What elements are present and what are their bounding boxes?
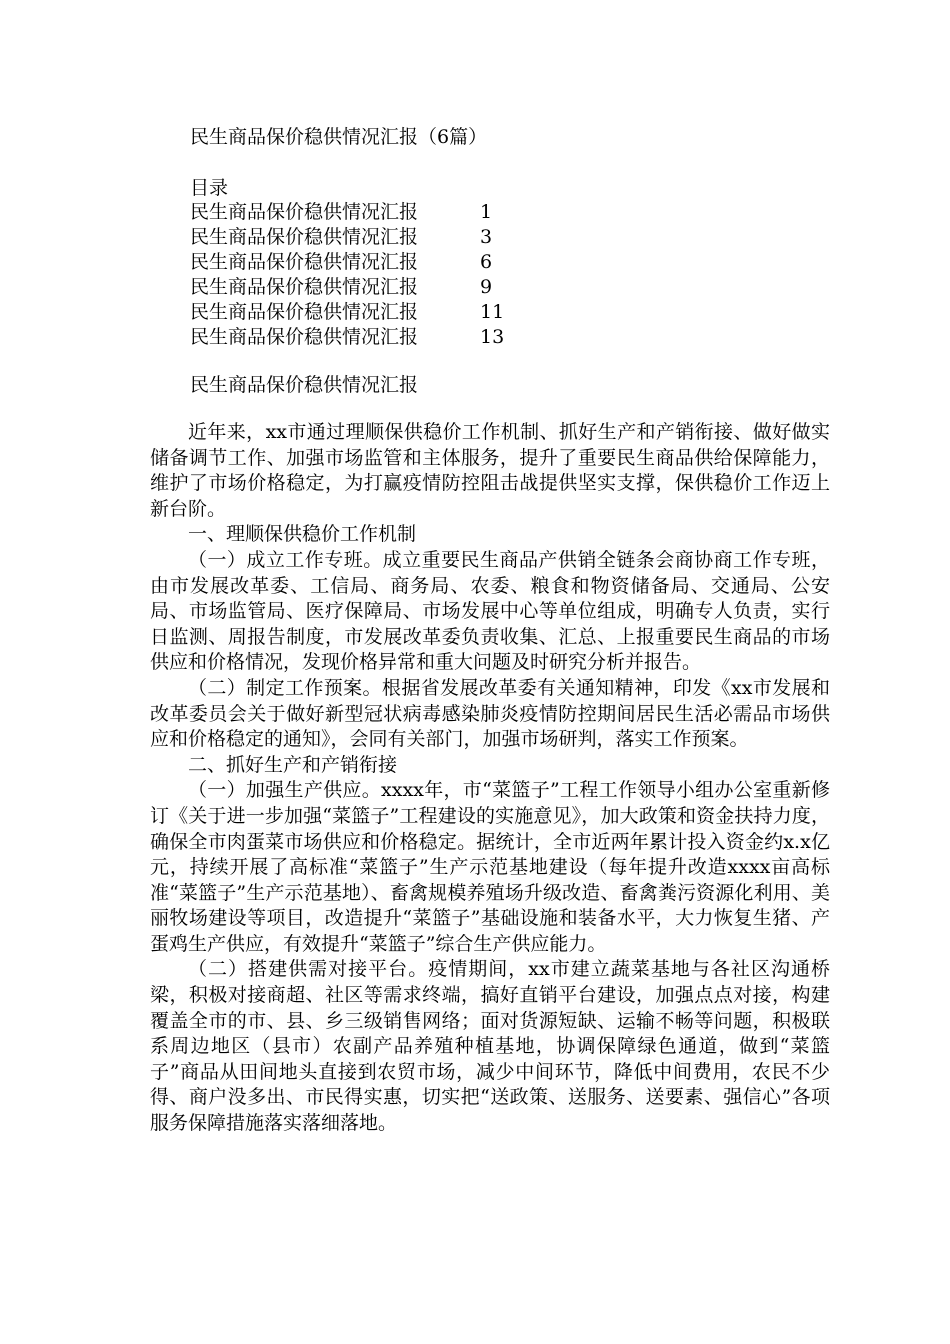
heading-section-1: 一、理顺保供稳价工作机制 [188,523,417,546]
toc-item[interactable] [190,300,504,325]
body-paragraph: （二）制定工作预案。根据省发展改革委有关通知精神，印发《xx市发展和改革委员会关于做好新型冠状病毒感染肺炎疫情防控期间居民生活必需品市场供应和价格稳定的通知》，会同有关部门，加强市场研判，落实工作预案。 [150,676,830,751]
toc-item[interactable] [190,250,504,275]
toc-item-title: 民生商品保价稳供情况汇报 [190,226,419,248]
body-paragraph: （一）成立工作专班。成立重要民生商品产供销全链条会商协商工作专班，由市发展改革委、工信局、商务局、农委、粮食和物资储备局、交通局、公安局、市场监管局、医疗保障局、市场发展中心等单位组成，明确专人负责，实行日监测、周报告制度，市发展改革委负责收集、汇总、上报重要民生商品的市场供应和价格情况，发现价格异常和重大问题及时研究分析并报告。 [150,548,830,674]
document-title: 民生商品保价稳供情况汇报（6篇） [190,126,488,148]
toc-item-page: 11 [480,301,505,323]
toc-item-title: 民生商品保价稳供情况汇报 [190,201,419,223]
toc-item[interactable] [190,325,504,350]
toc-item-title: 民生商品保价稳供情况汇报 [190,326,419,348]
toc-heading: 目录 [190,177,229,199]
toc-item-title: 民生商品保价稳供情况汇报 [190,251,419,273]
toc-item-page: 9 [480,276,493,298]
intro-paragraph: 近年来，xx市通过理顺保供稳价工作机制、抓好生产和产销衔接、做好做实储备调节工作、加强市场监管和主体服务，提升了重要民生商品供给保障能力，维护了市场价格稳定，为打赢疫情防控阻击战提供坚实支撑，保供稳价工作迈上新台阶。 [150,421,830,520]
toc-item-page: 1 [480,201,493,223]
heading-section-2: 二、抓好生产和产销衔接 [188,753,398,776]
section-title: 民生商品保价稳供情况汇报 [190,374,419,396]
toc-item[interactable] [190,275,504,300]
body-paragraph: （一）加强生产供应。xxxx年，市“菜篮子”工程工作领导小组办公室重新修订《关于进一步加强“菜篮子”工程建设的实施意见》，加大政策和资金扶持力度，确保全市肉蛋菜市场供应和价格稳定。据统计，全市近两年累计投入资金约x.x亿元，持续开展了高标准“菜篮子”生产示范基地建设（每年提升改造xxxx亩高标准“菜篮子”生产示范基地）、畜禽规模养殖场升级改造、畜禽粪污资源化利用、美丽牧场建设等项目，改造提升“菜篮子”基础设施和装备水平，大力恢复生猪、产蛋鸡生产供应，有效提升“菜篮子”综合生产供应能力。 [150,779,830,955]
table-of-contents [190,200,504,350]
toc-item-title: 民生商品保价稳供情况汇报 [190,276,419,298]
toc-item[interactable] [190,200,504,225]
toc-item-page: 6 [480,251,493,273]
toc-item[interactable] [190,225,504,250]
toc-item-title: 民生商品保价稳供情况汇报 [190,301,419,323]
toc-item-page: 3 [480,226,493,248]
body-paragraph: （二）搭建供需对接平台。疫情期间，xx市建立蔬菜基地与各社区沟通桥梁，积极对接商超、社区等需求终端，搞好直销平台建设，加强点点对接，构建覆盖全市的市、县、乡三级销售网络；面对货源短缺、运输不畅等问题，积极联系周边地区（县市）农副产品养殖种植基地，协调保障绿色通道，做到“菜篮子”商品从田间地头直接到农贸市场，减少中间环节，降低中间费用，农民不少得、商户没多出、市民得实惠，切实把“送政策、送服务、送要素、强信心”各项服务保障措施落实落细落地。 [150,958,830,1135]
document-body [150,420,830,1137]
toc-item-page: 13 [480,326,505,348]
